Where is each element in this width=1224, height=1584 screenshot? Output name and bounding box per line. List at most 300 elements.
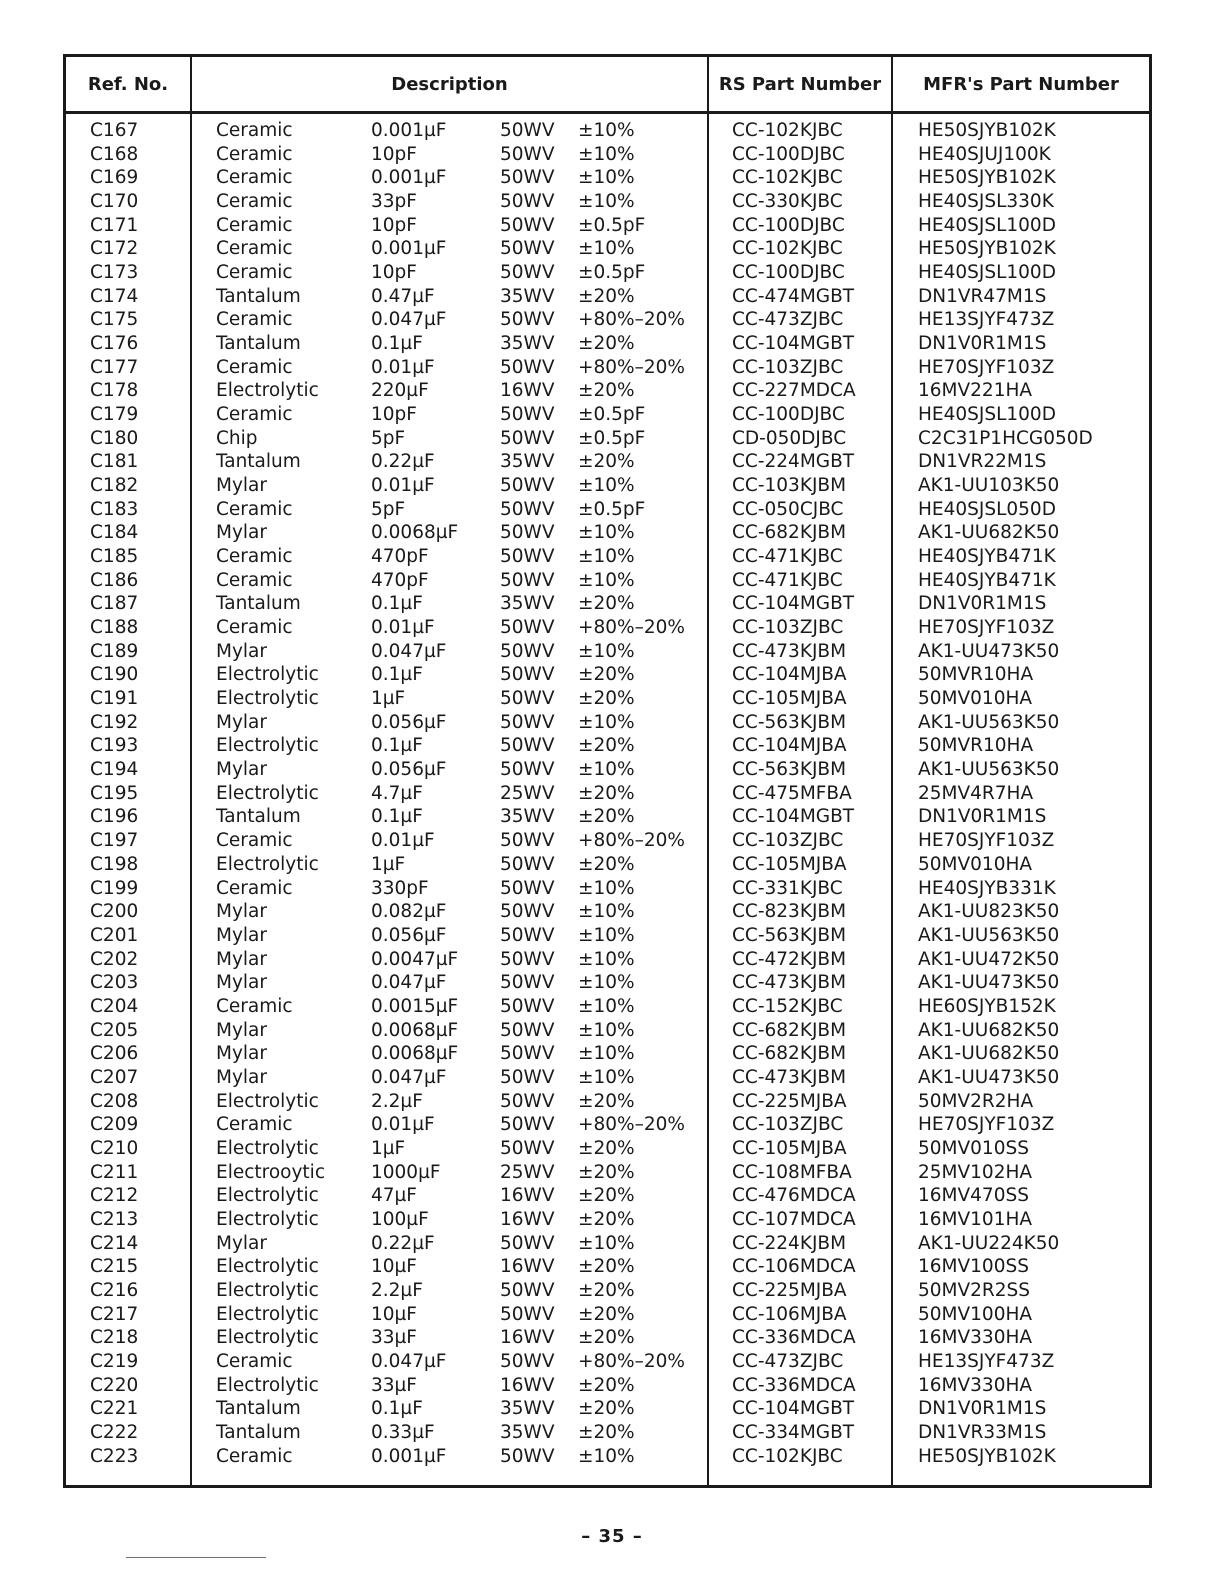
table-row xyxy=(66,308,1149,332)
type-cell: Electrolytic xyxy=(216,688,319,710)
mfr-part-cell: HE40SJSL100D xyxy=(918,262,1056,284)
value-cell: 0.1µF xyxy=(371,333,423,355)
type-cell: Ceramic xyxy=(216,877,293,899)
value-cell: 10pF xyxy=(371,214,417,236)
value-cell: 0.01µF xyxy=(371,617,435,639)
tolerance-cell: ±20% xyxy=(578,1421,635,1443)
tolerance-cell: ±10% xyxy=(578,522,635,544)
tolerance-cell: +80%–20% xyxy=(578,309,685,331)
mfr-part-cell: AK1-UU473K50 xyxy=(918,640,1060,662)
value-cell: 0.056µF xyxy=(371,759,447,781)
tolerance-cell: ±10% xyxy=(578,1232,635,1254)
table-row xyxy=(66,474,1149,498)
rs-part-cell: CC-473KJBM xyxy=(732,972,847,994)
table-row xyxy=(66,498,1149,522)
value-cell: 0.1µF xyxy=(371,806,423,828)
voltage-cell: 50WV xyxy=(500,711,555,733)
ref-cell: C169 xyxy=(90,167,139,189)
type-cell: Mylar xyxy=(216,475,267,497)
voltage-cell: 50WV xyxy=(500,143,555,165)
mfr-part-cell: 50MV010HA xyxy=(918,688,1033,710)
value-cell: 0.0068µF xyxy=(371,1019,459,1041)
tolerance-cell: ±10% xyxy=(578,972,635,994)
tolerance-cell: ±10% xyxy=(578,569,635,591)
type-cell: Mylar xyxy=(216,948,267,970)
mfr-part-cell: 16MV101HA xyxy=(918,1208,1033,1230)
voltage-cell: 16WV xyxy=(500,1208,555,1230)
value-cell: 0.1µF xyxy=(371,593,423,615)
ref-cell: C185 xyxy=(90,546,139,568)
table-row xyxy=(66,237,1149,261)
mfr-part-cell: AK1-UU473K50 xyxy=(918,972,1060,994)
voltage-cell: 50WV xyxy=(500,617,555,639)
value-cell: 0.47µF xyxy=(371,285,435,307)
table-row xyxy=(66,1279,1149,1303)
tolerance-cell: ±20% xyxy=(578,1327,635,1349)
ref-cell: C207 xyxy=(90,1066,139,1088)
mfr-part-cell: HE50SJYB102K xyxy=(918,120,1056,141)
value-cell: 0.1µF xyxy=(371,735,423,757)
rs-part-cell: CC-224KJBM xyxy=(732,1232,847,1254)
value-cell: 2.2µF xyxy=(371,1279,423,1301)
ref-cell: C198 xyxy=(90,853,139,875)
tolerance-cell: ±10% xyxy=(578,948,635,970)
type-cell: Tantalum xyxy=(216,451,301,473)
mfr-part-cell: HE40SJSL050D xyxy=(918,498,1056,520)
value-cell: 2.2µF xyxy=(371,1090,423,1112)
voltage-cell: 50WV xyxy=(500,1066,555,1088)
rs-part-cell: CC-104MGBT xyxy=(732,1398,855,1420)
type-cell: Electrolytic xyxy=(216,1137,319,1159)
rs-part-cell: CC-152KJBC xyxy=(732,995,843,1017)
rs-part-cell: CC-106MJBA xyxy=(732,1303,847,1325)
rs-part-cell: CC-334MGBT xyxy=(732,1421,855,1443)
type-cell: Mylar xyxy=(216,901,267,923)
mfr-part-cell: DN1V0R1M1S xyxy=(918,806,1047,828)
value-cell: 220µF xyxy=(371,380,429,402)
ref-cell: C208 xyxy=(90,1090,139,1112)
voltage-cell: 50WV xyxy=(500,1303,555,1325)
type-cell: Electrolytic xyxy=(216,1279,319,1301)
ref-cell: C168 xyxy=(90,143,139,165)
value-cell: 0.047µF xyxy=(371,640,447,662)
table-row xyxy=(66,995,1149,1019)
rs-part-cell: CC-105MJBA xyxy=(732,688,847,710)
rs-part-cell: CC-104MGBT xyxy=(732,333,855,355)
type-cell: Ceramic xyxy=(216,546,293,568)
rs-part-cell: CC-473KJBM xyxy=(732,1066,847,1088)
value-cell: 0.047µF xyxy=(371,1066,447,1088)
tolerance-cell: ±20% xyxy=(578,1398,635,1420)
ref-cell: C171 xyxy=(90,214,139,236)
table-row xyxy=(66,1303,1149,1327)
mfr-part-cell: HE70SJYF103Z xyxy=(918,617,1055,639)
rs-part-cell: CC-103ZJBC xyxy=(732,617,844,639)
voltage-cell: 50WV xyxy=(500,1445,555,1467)
table-row xyxy=(66,853,1149,877)
value-cell: 0.22µF xyxy=(371,1232,435,1254)
type-cell: Mylar xyxy=(216,759,267,781)
tolerance-cell: ±20% xyxy=(578,688,635,710)
type-cell: Electrolytic xyxy=(216,853,319,875)
rs-part-cell: CC-474MGBT xyxy=(732,285,855,307)
voltage-cell: 50WV xyxy=(500,1279,555,1301)
tolerance-cell: ±20% xyxy=(578,1090,635,1112)
type-cell: Ceramic xyxy=(216,120,293,141)
type-cell: Tantalum xyxy=(216,285,301,307)
ref-cell: C174 xyxy=(90,285,139,307)
mfr-part-cell: 50MV2R2SS xyxy=(918,1279,1031,1301)
voltage-cell: 16WV xyxy=(500,380,555,402)
voltage-cell: 50WV xyxy=(500,569,555,591)
type-cell: Ceramic xyxy=(216,238,293,260)
ref-cell: C221 xyxy=(90,1398,139,1420)
tolerance-cell: ±0.5pF xyxy=(578,498,646,520)
voltage-cell: 35WV xyxy=(500,1421,555,1443)
page-number: – 35 – xyxy=(581,1526,643,1547)
tolerance-cell: ±20% xyxy=(578,1279,635,1301)
value-cell: 100µF xyxy=(371,1208,429,1230)
mfr-part-cell: AK1-UU682K50 xyxy=(918,1043,1060,1065)
ref-cell: C204 xyxy=(90,995,139,1017)
ref-cell: C203 xyxy=(90,972,139,994)
value-cell: 0.047µF xyxy=(371,972,447,994)
table-row xyxy=(66,948,1149,972)
tolerance-cell: ±20% xyxy=(578,1208,635,1230)
ref-cell: C175 xyxy=(90,309,139,331)
mfr-part-cell: DN1VR33M1S xyxy=(918,1421,1047,1443)
rs-part-cell: CC-823KJBM xyxy=(732,901,847,923)
value-cell: 5pF xyxy=(371,427,406,449)
mfr-part-cell: 50MV2R2HA xyxy=(918,1090,1034,1112)
type-cell: Ceramic xyxy=(216,569,293,591)
mfr-part-cell: 50MVR10HA xyxy=(918,664,1034,686)
value-cell: 1µF xyxy=(371,688,406,710)
voltage-cell: 35WV xyxy=(500,285,555,307)
header-description: Description xyxy=(391,73,508,95)
rs-part-cell: CC-682KJBM xyxy=(732,1019,847,1041)
rs-part-cell: CC-471KJBC xyxy=(732,546,843,568)
mfr-part-cell: HE70SJYF103Z xyxy=(918,830,1055,852)
voltage-cell: 50WV xyxy=(500,262,555,284)
value-cell: 0.01µF xyxy=(371,356,435,378)
tolerance-cell: ±10% xyxy=(578,191,635,213)
voltage-cell: 50WV xyxy=(500,664,555,686)
ref-cell: C213 xyxy=(90,1208,139,1230)
value-cell: 10pF xyxy=(371,404,417,426)
ref-cell: C195 xyxy=(90,782,139,804)
value-cell: 0.22µF xyxy=(371,451,435,473)
tolerance-cell: ±20% xyxy=(578,1137,635,1159)
mfr-part-cell: HE13SJYF473Z xyxy=(918,1350,1055,1372)
tolerance-cell: ±10% xyxy=(578,711,635,733)
rs-part-cell: CC-103ZJBC xyxy=(732,1114,844,1136)
ref-cell: C179 xyxy=(90,404,139,426)
mfr-part-cell: 16MV470SS xyxy=(918,1185,1029,1207)
voltage-cell: 50WV xyxy=(500,1114,555,1136)
mfr-part-cell: HE40SJYB331K xyxy=(918,877,1056,899)
ref-cell: C173 xyxy=(90,262,139,284)
table-row xyxy=(66,569,1149,593)
table-row xyxy=(66,711,1149,735)
ref-cell: C172 xyxy=(90,238,139,260)
type-cell: Ceramic xyxy=(216,617,293,639)
mfr-part-cell: 25MV4R7HA xyxy=(918,782,1034,804)
tolerance-cell: ±20% xyxy=(578,806,635,828)
table-row xyxy=(66,1350,1149,1374)
rs-part-cell: CC-336MDCA xyxy=(732,1327,856,1349)
type-cell: Mylar xyxy=(216,972,267,994)
voltage-cell: 50WV xyxy=(500,214,555,236)
voltage-cell: 35WV xyxy=(500,333,555,355)
value-cell: 0.33µF xyxy=(371,1421,435,1443)
mfr-part-cell: HE50SJYB102K xyxy=(918,167,1056,189)
ref-cell: C222 xyxy=(90,1421,139,1443)
type-cell: Tantalum xyxy=(216,333,301,355)
rs-part-cell: CC-227MDCA xyxy=(732,380,856,402)
ref-cell: C196 xyxy=(90,806,139,828)
table-row xyxy=(66,1421,1149,1445)
mfr-part-cell: HE50SJYB102K xyxy=(918,238,1056,260)
ref-cell: C206 xyxy=(90,1043,139,1065)
ref-cell: C219 xyxy=(90,1350,139,1372)
table-row xyxy=(66,1208,1149,1232)
table-row xyxy=(66,1374,1149,1398)
value-cell: 10µF xyxy=(371,1303,417,1325)
mfr-part-cell: 50MV010HA xyxy=(918,853,1033,875)
table-row xyxy=(66,877,1149,901)
mfr-part-cell: AK1-UU563K50 xyxy=(918,759,1060,781)
ref-cell: C211 xyxy=(90,1161,139,1183)
voltage-cell: 50WV xyxy=(500,522,555,544)
ref-cell: C180 xyxy=(90,427,139,449)
tolerance-cell: ±20% xyxy=(578,1303,635,1325)
type-cell: Mylar xyxy=(216,1232,267,1254)
table-row xyxy=(66,1326,1149,1350)
table-row xyxy=(66,261,1149,285)
tolerance-cell: ±10% xyxy=(578,1445,635,1467)
header-mfr-part-number: MFR's Part Number xyxy=(923,73,1119,95)
tolerance-cell: +80%–20% xyxy=(578,617,685,639)
table-row xyxy=(66,1161,1149,1185)
table-row xyxy=(66,545,1149,569)
rs-part-cell: CC-472KJBM xyxy=(732,948,847,970)
mfr-part-cell: HE40SJUJ100K xyxy=(918,143,1051,165)
tolerance-cell: ±10% xyxy=(578,546,635,568)
rs-part-cell: CC-102KJBC xyxy=(732,238,843,260)
table-row xyxy=(66,1184,1149,1208)
mfr-part-cell: 50MV100HA xyxy=(918,1303,1033,1325)
tolerance-cell: ±20% xyxy=(578,451,635,473)
tolerance-cell: +80%–20% xyxy=(578,356,685,378)
voltage-cell: 35WV xyxy=(500,1398,555,1420)
tolerance-cell: ±10% xyxy=(578,1019,635,1041)
ref-cell: C186 xyxy=(90,569,139,591)
rs-part-cell: CC-100DJBC xyxy=(732,262,845,284)
ref-cell: C190 xyxy=(90,664,139,686)
tolerance-cell: ±10% xyxy=(578,1043,635,1065)
ref-cell: C200 xyxy=(90,901,139,923)
value-cell: 0.01µF xyxy=(371,1114,435,1136)
tolerance-cell: ±10% xyxy=(578,759,635,781)
type-cell: Electrolytic xyxy=(216,735,319,757)
tolerance-cell: +80%–20% xyxy=(578,1114,685,1136)
ref-cell: C220 xyxy=(90,1374,139,1396)
tolerance-cell: ±20% xyxy=(578,1256,635,1278)
table-row xyxy=(66,782,1149,806)
tolerance-cell: ±10% xyxy=(578,924,635,946)
type-cell: Tantalum xyxy=(216,593,301,615)
voltage-cell: 50WV xyxy=(500,759,555,781)
ref-cell: C202 xyxy=(90,948,139,970)
mfr-part-cell: 25MV102HA xyxy=(918,1161,1033,1183)
mfr-part-cell: 16MV330HA xyxy=(918,1327,1033,1349)
rs-part-cell: CC-106MDCA xyxy=(732,1256,856,1278)
value-cell: 0.01µF xyxy=(371,830,435,852)
tolerance-cell: ±10% xyxy=(578,475,635,497)
value-cell: 0.082µF xyxy=(371,901,447,923)
table-row xyxy=(66,1042,1149,1066)
tolerance-cell: ±10% xyxy=(578,143,635,165)
voltage-cell: 50WV xyxy=(500,356,555,378)
rs-part-cell: CC-104MJBA xyxy=(732,735,847,757)
rs-part-cell: CC-473ZJBC xyxy=(732,1350,844,1372)
mfr-part-cell: 50MVR10HA xyxy=(918,735,1034,757)
voltage-cell: 50WV xyxy=(500,972,555,994)
mfr-part-cell: DN1V0R1M1S xyxy=(918,593,1047,615)
mfr-part-cell: HE70SJYF103Z xyxy=(918,356,1055,378)
rs-part-cell: CC-225MJBA xyxy=(732,1090,847,1112)
voltage-cell: 50WV xyxy=(500,995,555,1017)
type-cell: Electrolytic xyxy=(216,1208,319,1230)
mfr-part-cell: AK1-UU473K50 xyxy=(918,1066,1060,1088)
mfr-part-cell: DN1VR22M1S xyxy=(918,451,1047,473)
type-cell: Mylar xyxy=(216,924,267,946)
rs-part-cell: CC-103ZJBC xyxy=(732,830,844,852)
rs-part-cell: CC-105MJBA xyxy=(732,1137,847,1159)
value-cell: 5pF xyxy=(371,498,406,520)
rs-part-cell: CC-336MDCA xyxy=(732,1374,856,1396)
value-cell: 0.001µF xyxy=(371,238,447,260)
voltage-cell: 50WV xyxy=(500,120,555,141)
ref-cell: C177 xyxy=(90,356,139,378)
value-cell: 0.0068µF xyxy=(371,522,459,544)
voltage-cell: 50WV xyxy=(500,546,555,568)
tolerance-cell: ±20% xyxy=(578,593,635,615)
tolerance-cell: ±20% xyxy=(578,664,635,686)
ref-cell: C181 xyxy=(90,451,139,473)
rs-part-cell: CC-103ZJBC xyxy=(732,356,844,378)
voltage-cell: 50WV xyxy=(500,1137,555,1159)
voltage-cell: 35WV xyxy=(500,593,555,615)
rs-part-cell: CC-100DJBC xyxy=(732,143,845,165)
type-cell: Chip xyxy=(216,427,258,449)
table-row xyxy=(66,427,1149,451)
voltage-cell: 50WV xyxy=(500,901,555,923)
table-row xyxy=(66,190,1149,214)
table-row xyxy=(66,403,1149,427)
value-cell: 1µF xyxy=(371,1137,406,1159)
table-row xyxy=(66,332,1149,356)
tolerance-cell: ±20% xyxy=(578,782,635,804)
tolerance-cell: ±0.5pF xyxy=(578,404,646,426)
ref-cell: C183 xyxy=(90,498,139,520)
mfr-part-cell: AK1-UU563K50 xyxy=(918,711,1060,733)
rs-part-cell: CC-563KJBM xyxy=(732,759,847,781)
table-row xyxy=(66,119,1149,143)
voltage-cell: 16WV xyxy=(500,1256,555,1278)
voltage-cell: 35WV xyxy=(500,806,555,828)
type-cell: Mylar xyxy=(216,1066,267,1088)
voltage-cell: 50WV xyxy=(500,688,555,710)
value-cell: 0.056µF xyxy=(371,924,447,946)
ref-cell: C176 xyxy=(90,333,139,355)
rs-part-cell: CC-100DJBC xyxy=(732,214,845,236)
voltage-cell: 50WV xyxy=(500,427,555,449)
rs-part-cell: CD-050DJBC xyxy=(732,427,847,449)
table-row xyxy=(66,829,1149,853)
ref-cell: C214 xyxy=(90,1232,139,1254)
value-cell: 0.001µF xyxy=(371,167,447,189)
ref-cell: C209 xyxy=(90,1114,139,1136)
rs-part-cell: CC-471KJBC xyxy=(732,569,843,591)
table-row xyxy=(66,616,1149,640)
type-cell: Electrolytic xyxy=(216,380,319,402)
voltage-cell: 50WV xyxy=(500,475,555,497)
value-cell: 0.0015µF xyxy=(371,995,459,1017)
rs-part-cell: CC-682KJBM xyxy=(732,522,847,544)
rs-part-cell: CC-473KJBM xyxy=(732,640,847,662)
value-cell: 1000µF xyxy=(371,1161,441,1183)
type-cell: Electrolytic xyxy=(216,782,319,804)
voltage-cell: 50WV xyxy=(500,830,555,852)
voltage-cell: 50WV xyxy=(500,735,555,757)
table-row xyxy=(66,1090,1149,1114)
table-row xyxy=(66,924,1149,948)
rs-part-cell: CC-104MGBT xyxy=(732,593,855,615)
type-cell: Ceramic xyxy=(216,167,293,189)
mfr-part-cell: 50MV010SS xyxy=(918,1137,1029,1159)
ref-cell: C223 xyxy=(90,1445,139,1467)
ref-cell: C212 xyxy=(90,1185,139,1207)
type-cell: Tantalum xyxy=(216,806,301,828)
type-cell: Mylar xyxy=(216,1019,267,1041)
table-row xyxy=(66,450,1149,474)
table-row xyxy=(66,1113,1149,1137)
type-cell: Mylar xyxy=(216,640,267,662)
rs-part-cell: CC-107MDCA xyxy=(732,1208,856,1230)
table-row xyxy=(66,592,1149,616)
value-cell: 470pF xyxy=(371,546,429,568)
tolerance-cell: ±10% xyxy=(578,167,635,189)
tolerance-cell: ±20% xyxy=(578,1374,635,1396)
table-row xyxy=(66,1397,1149,1421)
mfr-part-cell: 16MV100SS xyxy=(918,1256,1029,1278)
rs-part-cell: CC-050CJBC xyxy=(732,498,844,520)
rs-part-cell: CC-103KJBM xyxy=(732,475,847,497)
tolerance-cell: ±0.5pF xyxy=(578,427,646,449)
value-cell: 33µF xyxy=(371,1327,417,1349)
rs-part-cell: CC-104MGBT xyxy=(732,806,855,828)
mfr-part-cell: AK1-UU823K50 xyxy=(918,901,1060,923)
rs-part-cell: CC-563KJBM xyxy=(732,711,847,733)
tolerance-cell: ±20% xyxy=(578,285,635,307)
mfr-part-cell: DN1V0R1M1S xyxy=(918,1398,1047,1420)
ref-cell: C188 xyxy=(90,617,139,639)
mfr-part-cell: DN1VR47M1S xyxy=(918,285,1047,307)
voltage-cell: 50WV xyxy=(500,238,555,260)
ref-cell: C178 xyxy=(90,380,139,402)
